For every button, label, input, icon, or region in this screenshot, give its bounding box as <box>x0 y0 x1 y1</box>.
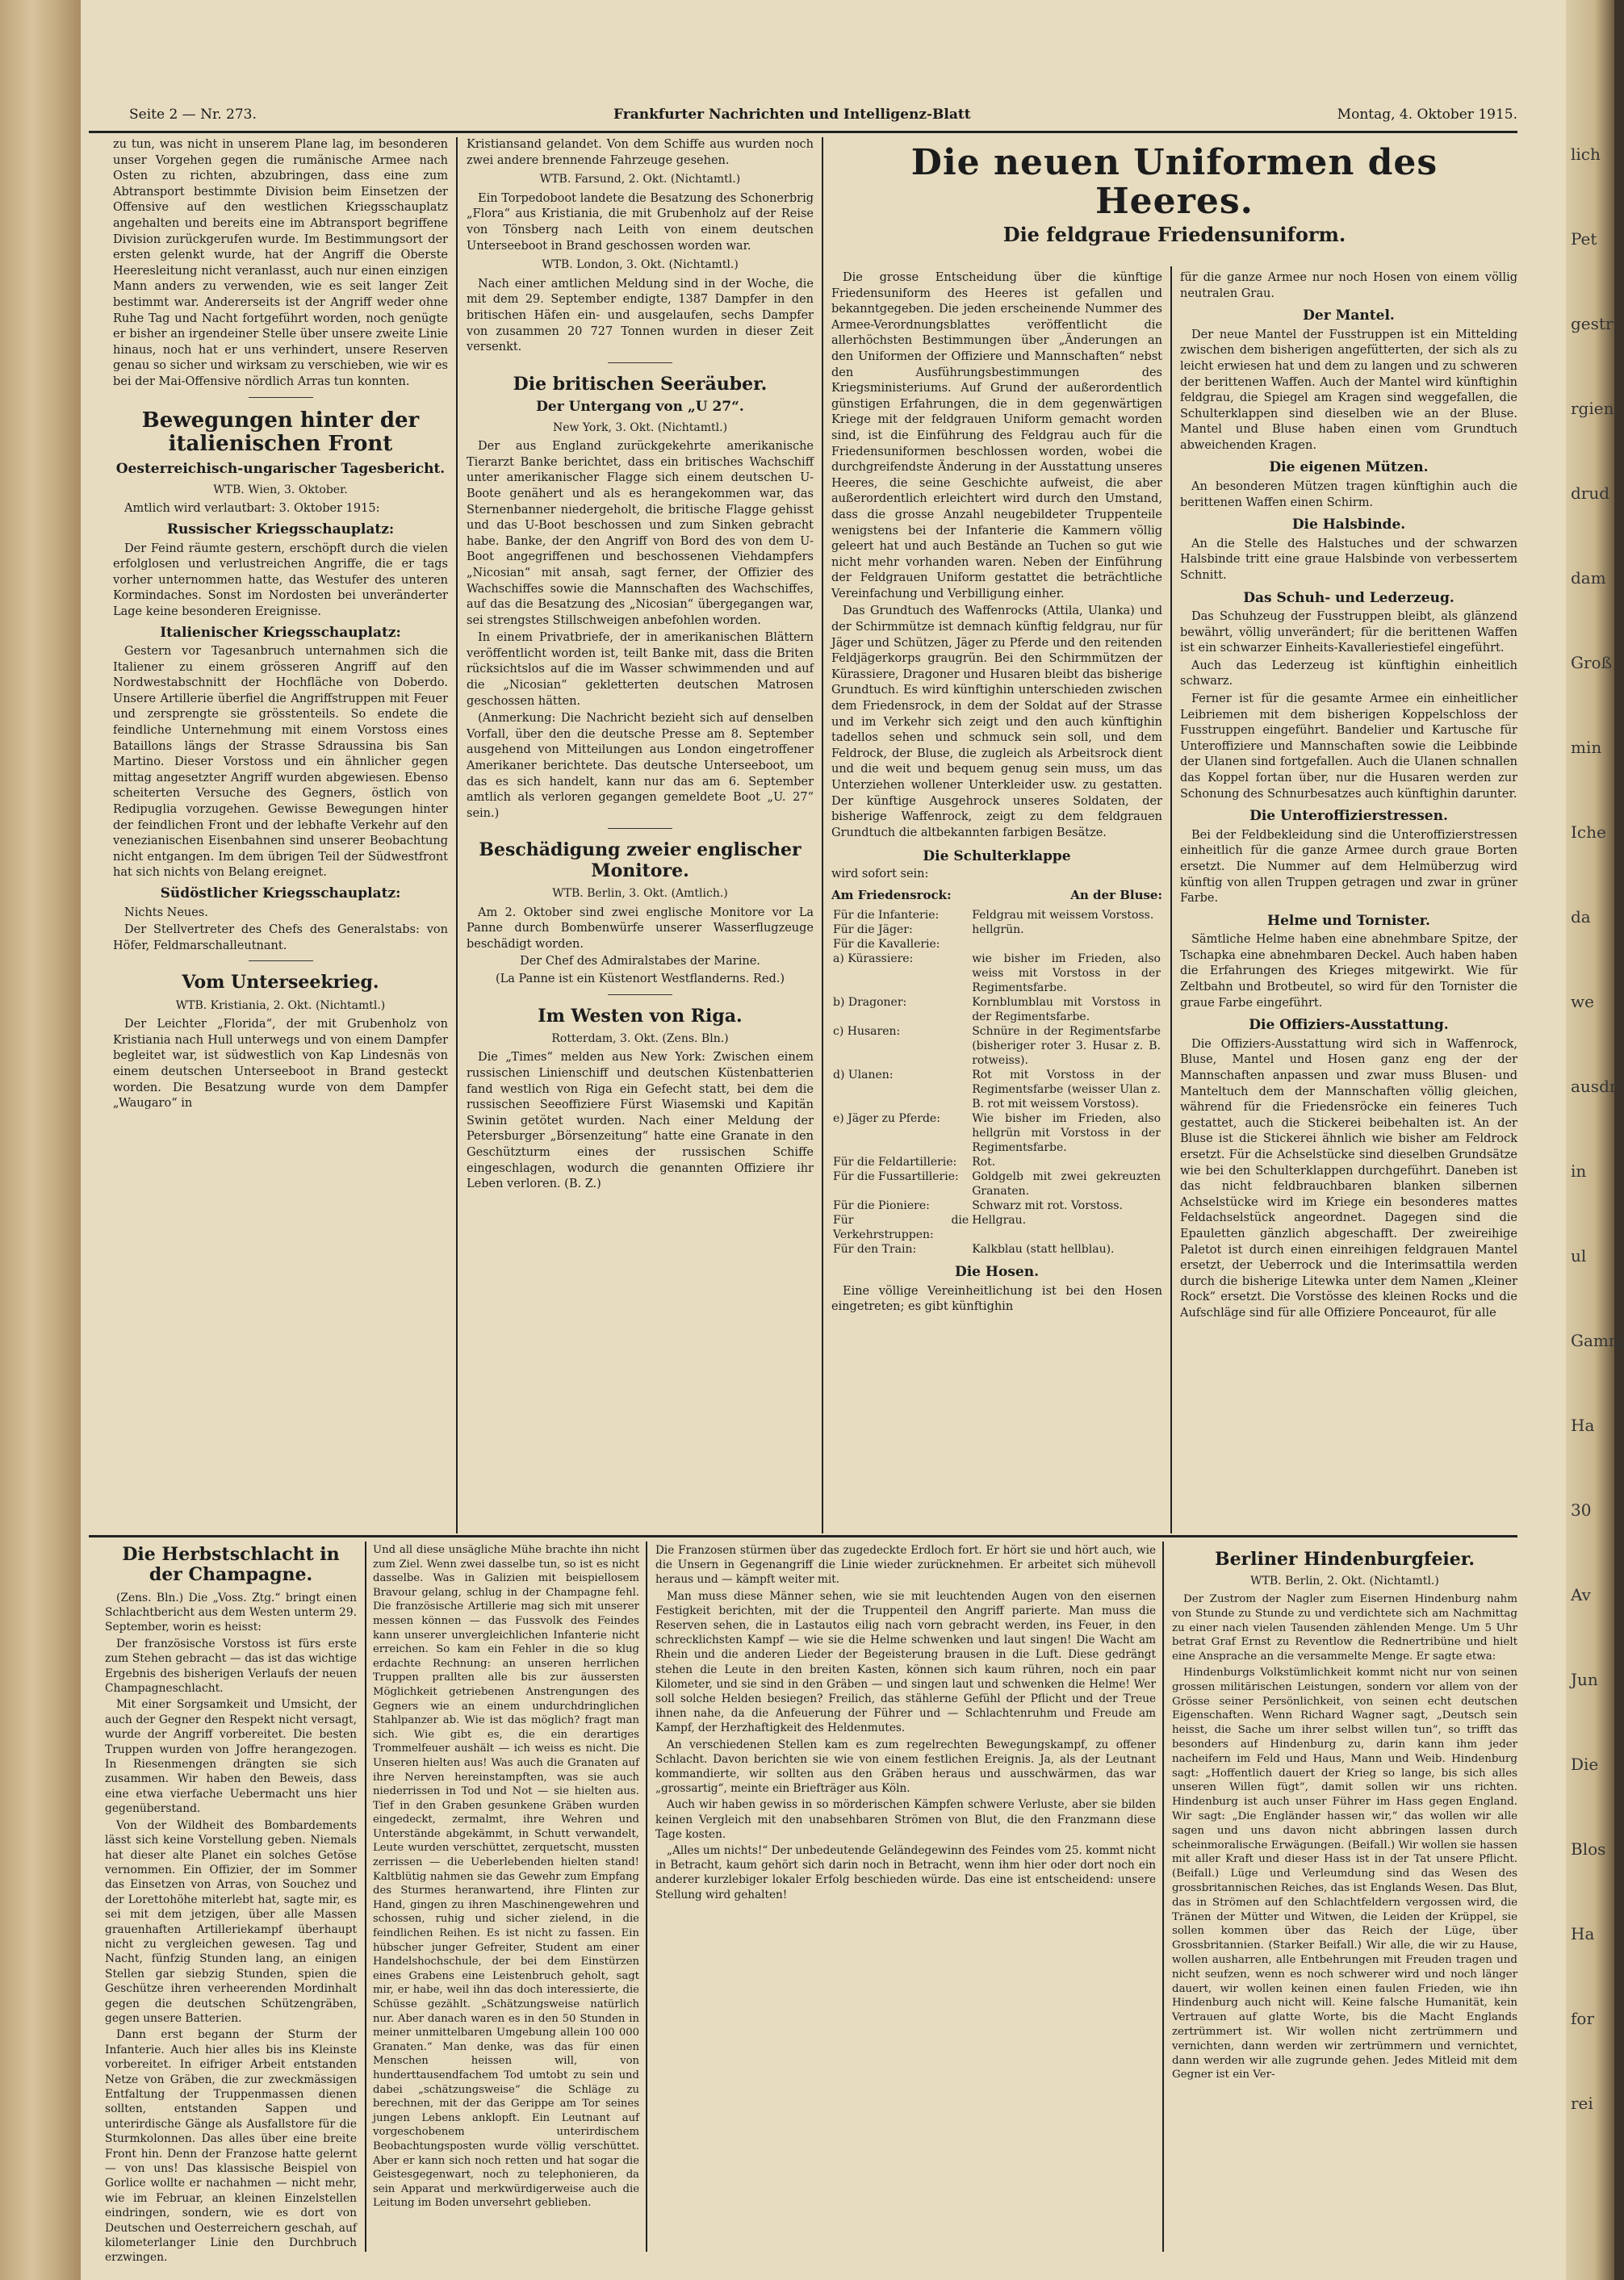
article-text: Gestern vor Tagesanbruch unternahmen sich die Italiener zu einem grösseren Angriff auf den Nordwestabschnitt der Hochfläche von Doberdo. Unsere Artillerie überfiel die Angriffstruppen mit Feuer und zersprengte sie grösstenteils. So endete die feindliche Unternehmung mit einem Vorstoss eines Bataillons längs der Strasse Sdraussina bis San Martino. Dieser Vorstoss und ein ähnlicher gegen mittag angesetzter Angriff wurden abgewiesen. Ebenso scheiterten Versuche des Gegners, östlich von Redipuglia vorzugehen. Gewisse Bewegungen hinter der feindlichen Front und der lebhafte Verkehr auf den venezianischen Eisenbahnen sind unserer Beobachtung nicht entgangen. Im dem übrigen Teil der Südwestfront hat sich nichts von Belang ereignet. <box>113 645 448 880</box>
section-heading: Die Halsbinde. <box>1291 517 1406 533</box>
rank-label: Für die Fussartillerie: <box>833 1170 959 1184</box>
column-rule <box>1170 266 1172 1533</box>
rank-value: Feldgrau mit weissem Vorstoss. <box>972 909 1154 922</box>
rank-value: Hellgrau. <box>972 1214 1027 1228</box>
column-rule <box>365 1542 366 2252</box>
section-heading: Südöstlicher Kriegsschauplatz: <box>160 885 401 902</box>
edge-fragment: Ha <box>1571 1416 1595 1435</box>
article-text: Die Offiziers-Ausstattung wird sich in Waffenrock, Bluse, Mantel und Hosen ganz eng der der Mannschaften anpassen und zwar muss Blusen- und Manteltuch dem der Mannschaften völlig gleichen, während für die Friedensröcke ein feineres Tuch gestattet, auch die Stickerei beibehalten ist. An der Bluse ist die Stickerei ähnlich wie bisher am Feldrock ersetzt. Für die Achselstücke sind dieselben Grundsätze wie bei den Schulterklappen durchgeführt. Daneben ist das nicht feldbrauchbaren blanken silbernen Achselstücke wird im Kriege ein besonderes mattes Feldachselstück angeordnet. Dagegen sind die Epauletten gänzlich abgeschafft. Der zweireihige Paletot ist durch einen einreihigen feldgrauen Mantel ersetzt, der Ueberrock und die Interimsattila werden durch die bisherige Litewka unter dem Namen „Kleiner Rock“ ersetzt. Die Vorstösse des kleinen Rocks und die Aufschläge sind für alle Offiziere Ponceaurot, für alle <box>1180 1037 1517 1320</box>
article-text: Sämtliche Helme haben eine abnehmbare Spitze, der Tschapka eine abnehmbaren Deckel. Auch haben haben die Erfahrungen des Krieges mitgewirkt. Wie für Zeltbahn und Brotbeutel, so wird für den Tornister die graue Farbe eingeführt. <box>1180 933 1517 1010</box>
edge-fragment: drud <box>1571 483 1610 503</box>
rank-value: Schnüre in der Regimentsfarbe (bisheriger roter 3. Husar z. B. rotweiss). <box>972 1025 1161 1068</box>
article-text: Das Schuhzeug der Fusstruppen bleibt, als glänzend bewährt, völlig unverändert; für die berittenen Waffen ist ein schwarzer Einheits-Kavalleriestiefel eingeführt. <box>1180 610 1517 655</box>
divider <box>249 397 313 398</box>
article-text: Der aus England zurückgekehrte amerikanische Tierarzt Banke berichtet, dass ein britisches Wachschiff unter amerikanischer Flagge sich einem deutschen U-Boote genähert und als es herangekommen war, das Sternenbanner niedergeholt, die britische Flagge gehisst und das U-Boot beschossen und zum Sinken gebracht habe. Banke, der den Angriff von Bord des von dem U-Boot angegriffenen und beschossenen Viehdampfers „Nicosian“ mit ansah, sagt ferner, der Offizier des Wachschiffes sowie die Mannschaften des Wachschiffes, auf das die Besatzung des „Nicosian“ übergegangen war, sei strengstes Stillschweigen anbefohlen worden. <box>467 440 814 627</box>
issue-date: Montag, 4. Oktober 1915. <box>1337 107 1517 123</box>
edge-fragment: Av <box>1571 1585 1591 1604</box>
table-row <box>831 1155 1162 1169</box>
section-heading: Die Unteroffizierstressen. <box>1249 808 1448 825</box>
subheadline: Die feldgraue Friedensuniform. <box>1002 222 1346 246</box>
table-row <box>831 1024 1162 1068</box>
rank-value: Schwarz mit rot. Vorstoss. <box>972 1199 1123 1213</box>
rank-value: hellgrün. <box>972 923 1024 937</box>
article-text: (Anmerkung: Die Nachricht bezieht sich auf denselben Vorfall, über den die deutsche Presse am 8. September ausgehend von Mitteilungen aus London eingetroffener Amerikaner berichtete. Das deutsche Unterseeboot, um das es sich handelt, kann nur das am 6. September amtlich als verloren gegangen gemeldete Boot „U. 27“ sein.) <box>467 712 814 820</box>
article-text: Und all diese unsägliche Mühe brachte ihn nicht zum Ziel. Wenn zwei dasselbe tun, so ist es nicht dasselbe. Was in Galizien mit beispiellosem Bravour gelang, schlug in der Champagne fehl. Die französische Artillerie mag sich mit unserer messen können — das Fussvolk des Feindes kann unserer unvergleichlichen Infanterie nicht erreichen. So kam ein Fehler in die so klug erdachte Rechnung: an unseren herrlichen Truppen prallten alle bis zur äussersten Möglichkeit getriebenen Anstrengungen des Gegners wie an einem undurchdringlichen Stahlpanzer ab. Wie ist das möglich? fragt man sich. Wie gibt es, die ein derartiges Trommelfeuer aushält — ich weiss es nicht. Die Unseren hielten aus! Was auch die Granaten auf ihre Nerven hereinstampften, was sie auch niederrissen in Tod und Not — sie hielten aus. Tief in den Graben gesunkene Gräben wurden eingedeckt, zermalmt, ihre Wehren und Unterstände abgekämmt, in Schutt verwandelt, Leute wurden verschüttet, zerquetscht, mussten zerrissen — die Ueberlebenden hielten stand! Kaltblütig nahmen sie das Gewehr zum Empfang des Sturmes heranwartend, ihre Flinten zur Hand, gingen zu ihren Maschinengewehren und schossen, ruhig und sicher zielend, in die feindlichen Reihen. Es ist nicht zu fassen. Ein hübscher junger Gefreiter, Student am einer Handelshochschule, der bei dem Einstürzen eines Grabens eine Leistenbruch geholt, sagt mir, er habe, weil ihn das doch interessierte, die Schüsse gezählt. „Schätzungsweise natürlich nur. Aber danach waren es in den 50 Stunden in meiner unmittelbaren Umgebung allein 100 000 Granaten.“ Man denke, was das für einen Menschen heissen will, von hunderttausendfachem Tod umtobt zu sein und dabei „schätzungsweise“ die Schläge zu berechnen, mit der das Gerippe am Tor seines jungen Lebens anklopft. Ein Leutnant auf vorgeschobenem unterirdischem Beobachtungsposten wurde völlig verschüttet. Aber er kann sich noch retten und hat sogar die Geistesgegenwart, noch zu telephonieren, da sein Apparat und merkwürdigerweise auch die Leitung im Boden unversehrt geblieben. <box>373 1544 639 2210</box>
section-heading: Das Schuh- und Lederzeug. <box>1243 589 1454 606</box>
signature: Der Stellvertreter des Chefs des Generalstabs: von Höfer, Feldmarschalleutnant. <box>113 923 448 952</box>
headline-british-pirates: Die britischen Seeräuber. <box>513 373 768 395</box>
header-rule <box>89 131 1517 133</box>
article-text: An besonderen Mützen tragen künftighin auch die berittenen Waffen einen Schirm. <box>1180 480 1517 509</box>
article-text: An verschiedenen Stellen kam es zum regelrechten Bewegungskampf, zu offener Schlacht. Davon berichten sie wie von einem festlichen Ereignis. Ja, als der Leutnant kommandierte, wir sollten aus den Gräben heraus und ausschwärmen, das war „grossartig“, meinte ein Briefträger aus Köln. <box>655 1738 1156 1796</box>
edge-fragment: gestr <box>1571 314 1614 333</box>
rank-label: c) Husaren: <box>833 1025 901 1039</box>
next-page-edge <box>1566 0 1624 2280</box>
article-text: Ferner ist für die gesamte Armee ein einheitlicher Leibriemen mit dem bisherigen Koppelschloss der Fusstruppen eingeführt. Bandelier und Kartusche für Unteroffiziere und Mannschaften sowie die Leibbinde der Ulanen sind fortgefallen. Auch die Ulanen schnallen das Koppel fortan über, nur die Husaren werden zur Schonung des Schnurbesatzes auch künftighin darunter. <box>1180 692 1517 801</box>
rank-value: Wie bisher im Frieden, also hellgrün mit Vorstoss in der Regimentsfarbe. <box>972 1112 1161 1155</box>
rank-value: Kornblumblau mit Vorstoss in der Regimentsfarbe. <box>972 996 1161 1024</box>
rank-label: Für den Train: <box>833 1243 917 1257</box>
rank-value: wie bisher im Frieden, also weiss mit Vorstoss in der Regimentsfarbe. <box>972 952 1161 995</box>
editor-note: (La Panne ist ein Küstenort Westflanderns. Red.) <box>495 972 785 985</box>
article-text: In einem Privatbriefe, der in amerikanischen Blättern veröffentlicht worden ist, teilt Banke mit, dass die Briten rücksichtslos auf die im Wasser schwimmenden und auf die „Nicosian“ gekletterten deutschen Matrosen geschossen hätten. <box>467 631 814 708</box>
rank-value: Rot mit Vorstoss in der Regimentsfarbe (weisser Ulan z. B. rot mit weissem Vorstoss). <box>972 1069 1161 1111</box>
edge-fragment: lich <box>1571 144 1601 164</box>
dateline: New York, 3. Okt. (Nichtamtl.) <box>552 420 728 434</box>
section-heading: Russischer Kriegsschauplatz: <box>166 521 395 538</box>
article-text: Die Franzosen stürmen über das zugedeckte Erdloch fort. Er hört sie und hört auch, wie die Unsern in Gegenangriff die Linie wieder zurücknehmen. Er arbeitet sich mühevoll heraus und — kämpft weiter mit. <box>655 1544 1156 1587</box>
page-issue: Seite 2 — Nr. 273. <box>129 107 257 123</box>
rank-label: Für die Feldartillerie: <box>833 1156 957 1169</box>
headline-new-uniforms: Die neuen Uniformen des Heeres. <box>910 142 1438 223</box>
subheadline: Der Untergang von „U 27“. <box>536 399 744 416</box>
edge-fragment: ausdri <box>1571 1077 1622 1096</box>
column-rule <box>1162 1542 1164 2252</box>
section-rule <box>89 1535 1517 1537</box>
headline-champagne: Die Herbstschlacht in der Champagne. <box>122 1544 340 1586</box>
dateline: WTB. Berlin, 3. Okt. (Amtlich.) <box>552 887 728 900</box>
edge-fragment: Jun <box>1571 1670 1598 1689</box>
rank-label: b) Dragoner: <box>833 996 907 1010</box>
uniform-masthead-block <box>831 144 1517 252</box>
signature: Der Chef des Admiralstabes der Marine. <box>520 955 760 968</box>
edge-fragment: for <box>1571 2009 1595 2028</box>
table-row <box>831 1213 1162 1242</box>
divider <box>608 828 672 829</box>
column-2 <box>467 137 814 1194</box>
rank-label: e) Jäger zu Pferde: <box>833 1112 940 1126</box>
article-text: (Zens. Bln.) Die „Voss. Ztg.“ bringt einen Schlachtbericht aus dem Westen unterm 29. September, worin es heisst: <box>105 1591 357 1634</box>
column-3 <box>831 270 1162 1317</box>
column-1 <box>113 137 448 1114</box>
article-text: Das Grundtuch des Waffenrocks (Attila, Ulanka) und der Schirmmütze ist demnach künftig feldgrau, nur für Jäger und Schützen, Jäger zu Pferde und den reitenden Feldjägerkorps graugrün. Bei den Schirmmützen der Kürassiere, Dragoner und Husaren bleibt das bisherige Grundtuch. Es wird künftighin unterschieden zwischen dem Friedensrock, in dem der Soldat auf der Strasse und im Verkehr sich zeigt und den auch künftighin tadellos sehen und schmuck sein soll, und dem Feldrock, der Bluse, die zugleich als Arbeitsrock dient und die weit und bequem genug sein muss, um das Unterziehen wollener Unterkleider usw. zu gestatten. Der künftige Ausgehrock unseres Soldaten, der bisherige Waffenrock, zeigt zu dem feldgrauen Grundtuch die altbekannten farbigen Besätze. <box>831 605 1162 839</box>
rank-label: Für die Kavallerie: <box>833 938 940 952</box>
article-text: Der Feind räumte gestern, erschöpft durch die vielen erfolglosen und verlustreichen Angriffe, die er tags vorher unternommen hatte, das Westufer des unteren Kormindaches. Sonst im Nordosten bei unveränderter Lage keine besonderen Ereignisse. <box>113 542 448 618</box>
rank-value: Goldgelb mit zwei gekreuzten Granaten. <box>972 1170 1161 1199</box>
newspaper-title: Frankfurter Nachrichten und Intelligenz-Blatt <box>613 107 971 123</box>
article-text: Man muss diese Männer sehen, wie sie mit leuchtenden Augen von den eisernen Festigkeit berichten, mit der die Truppenteil den Angriff parierte. Man muss die Reserven sehen, die in Lastautos eilig nach vorn gebracht werden, ins Feuer, in den schrecklichsten Kampf — wie sie die Helme schwenken und laut singen! Die Wacht am Rhein und die anderen Lieder der Begeisterung brausen in die Luft. Diese gedrängt stehen die Leute in den breiten Kasten, können sich kaum rühren, noch ein paar Kilometer, und sie sind in den Gräben — und singen laut und schwenken die Helme! Wer soll solche Helden besiegen? Freilich, das stählerne Gefühl der Pflicht und der Treue ihnen nahe, da die Anfeuerung der Führer und — Schlachtenruhm und Freude am Kampf, der Herzhaftigkeit des Heldenmutes. <box>655 1589 1156 1735</box>
edge-fragment: Pet <box>1571 229 1597 249</box>
column-rule <box>456 137 458 1533</box>
table-row <box>831 1111 1162 1155</box>
table-row <box>831 908 1162 922</box>
rank-label: Für die Infanterie: <box>833 909 940 922</box>
article-text: wird sofort sein: <box>831 867 929 881</box>
headline-monitors: Beschädigung zweier englischer Monitore. <box>479 839 802 881</box>
article-text: Nach einer amtlichen Meldung sind in der Woche, die mit dem 29. September endigte, 1387 Dampfer in den britischen Häfen ein- und ausgelaufen, sechs Dampfer von zusammen 20 727 Tonnen wurden in dieser Zeit versenkt. <box>467 277 814 354</box>
dateline: WTB. Wien, 3. Oktober. <box>213 483 348 496</box>
section-heading: Die Schulterklappe <box>923 848 1071 865</box>
section-heading: Die Offiziers-Ausstattung. <box>1249 1017 1449 1034</box>
dateline: WTB. Farsund, 2. Okt. (Nichtamtl.) <box>539 173 741 186</box>
bottom-column-4 <box>1172 1543 1517 2084</box>
article-text: für die ganze Armee nur noch Hosen von einem völlig neutralen Grau. <box>1180 271 1517 300</box>
section-heading: Helme und Tornister. <box>1267 912 1430 929</box>
column-4 <box>1180 270 1517 1323</box>
edge-fragment: da <box>1571 907 1591 927</box>
edge-fragment: Die <box>1571 1755 1599 1774</box>
article-text: Auch das Lederzeug ist künftighin einheitlich schwarz. <box>1180 659 1517 688</box>
article-text: Mit einer Sorgsamkeit und Umsicht, der auch der Gegner den Respekt nicht versagt, wurde der Angriff vorbereitet. Die besten Truppen wurden von Joffre herangezogen. In Riesenmengen drängten sie sich zusammen. Wir haben den Beweis, dass eine etwa vierfache Uebermacht uns hier gegenüberstand. <box>105 1698 357 1816</box>
bottom-column-3 <box>655 1543 1156 1904</box>
article-text: Ein Torpedoboot landete die Besatzung des Schonerbrig „Flora“ aus Kristiania, die mit Grubenholz auf der Reise von Tönsberg nach Leith von einem deutschen Unterseeboot in Brand geschossen worden war. <box>467 191 814 253</box>
article-text: Am 2. Oktober sind zwei englische Monitore vor La Panne durch Bombenwürfe unserer Wasserflugzeuge beschädigt worden. <box>467 906 814 951</box>
section-heading: Der Mantel. <box>1303 307 1395 324</box>
article-text: Der französische Vorstoss ist fürs erste zum Stehen gebracht — das ist das wichtige Ergebnis des bisherigen Verlaufs der neuen Champagneschlacht. <box>105 1637 357 1696</box>
table-row <box>831 1068 1162 1111</box>
edge-fragment: 30 <box>1571 1500 1592 1520</box>
article-text: Nichts Neues. <box>124 906 208 919</box>
rank-value: Rot. <box>972 1156 996 1169</box>
divider <box>249 960 313 961</box>
edge-fragment: Groß <box>1571 653 1612 672</box>
divider <box>608 362 672 363</box>
rank-value: Kalkblau (statt hellblau). <box>972 1243 1115 1257</box>
article-text: Amtlich wird verlautbart: 3. Oktober 1915: <box>124 502 380 516</box>
shoulder-strap-table <box>831 908 1162 1257</box>
dateline: WTB. Berlin, 2. Okt. (Nichtamtl.) <box>1250 1575 1439 1588</box>
article-text: Der Zustrom der Nagler zum Eisernen Hindenburg nahm von Stunde zu Stunde zu und verdichtete sich am Nachmittag zu einer nach vielen Tausenden zählenden Menge. Um 5 Uhr betrat Graf Ernst zu Reventlow die Rednertribüne und hielt eine Ansprache an die versammelte Menge. Er sagte etwa: <box>1172 1593 1517 1663</box>
edge-fragment: Ha <box>1571 1924 1595 1943</box>
article-text: An die Stelle des Halstuches und der schwarzen Halsbinde tritt eine graue Halsbinde von verbessertem Schnitt. <box>1180 537 1517 582</box>
table-row <box>831 952 1162 995</box>
article-text: Von der Wildheit des Bombardements lässt sich keine Vorstellung geben. Niemals hat dieser alte Planet ein solches Getöse vernommen. Ein Offizier, der im Sommer das Einsetzen von Arras, von Souchez und der Lorettohöhe miterlebt hat, sagte mir, es sei mit dem jetzigen, über alle Massen grauenhaften Artilleriekampf überhaupt nicht zu vergleichen gewesen. Tag und Nacht, fünfzig Stunden lang, an einigen Stellen gar siebzig Stunden, spien die Geschütze ihren verheerenden Mordinhalt gegen die deutschen Schützengräben, gegen unsere Batterien. <box>105 1818 357 2025</box>
edge-fragment: we <box>1571 992 1594 1011</box>
book-binding <box>0 0 81 2280</box>
column-header: An der Bluse: <box>1070 887 1162 902</box>
page-header <box>89 107 1517 134</box>
rank-value <box>970 937 1162 952</box>
table-row <box>831 1169 1162 1199</box>
edge-fragment: min <box>1571 738 1602 757</box>
rank-label: Für die Pioniere: <box>833 1199 930 1213</box>
section-heading: Die eigenen Mützen. <box>1269 459 1429 476</box>
section-heading: Die Hosen. <box>954 1264 1039 1281</box>
article-text: „Alles um nichts!“ Der unbedeutende Geländegewinn des Feindes vom 25. kommt nicht in Betracht, kaum gehört sich darin noch in Betracht, wenn ihm hier oder dort noch ein anderer kurzlebiger lokaler Erfolg beschieden würde. Das eine ist entscheidend: unsere Stellung wird gehalten! <box>655 1844 1156 1901</box>
table-row <box>831 995 1162 1024</box>
table-row <box>831 922 1162 937</box>
article-text: Eine völlige Vereinheitlichung ist bei den Hosen eingetreten; es gibt künftighin <box>831 1284 1162 1314</box>
table-header <box>831 888 1162 904</box>
article-text: Dann erst begann der Sturm der Infanterie. Auch hier alles bis ins Kleinste vorbereitet. In eifriger Arbeit entstanden Netze von Gräben, die zur zweckmässigen Entfaltung der Truppenmassen dienen sollten, entstanden Sappen und unterirdische Gänge als Ausfallstore für die Sturmkolonnen. Das alles über eine breite Front hin. Denn der Franzose hatte gelernt — von uns! Das klassische Beispiel von Gorlice wollte er nachahmen — nicht mehr, wie im Februar, an kleinen Einzelstellen eindringen, sondern, wie es dort von Deutschen und Oesterreichern geschah, auf kilometerlanger Linie den Durchbruch erzwingen. <box>105 2028 357 2265</box>
article-text: zu tun, was nicht in unserem Plane lag, im besonderen unser Vorgehen gegen die rumänische Armee nach Osten zu richten, abzubringen, dass eine zum Abtransport bestimmte Division beim Einsetzen der Offensive auf den westlichen Kriegsschauplatz angehalten und bereits eine im Abtransport begriffene Division zurückgerufen wurde. Im Bestimmungsort der ersten gelenkt wurde, hat der Angriff die Oberste Heeresleitung nicht veranlasst, auch nur einen einzigen Mann anders zu verwenden, wie es seit langer Zeit bestimmt war. Andererseits ist der Angriff weder ohne Ruhe Tag und Nacht fortgeführt worden, noch genügte er bisher an irgendeiner Stelle über unsere zweite Linie hinaus, noch hat er uns verhindert, unsere Reserven genau so sicher und wirksam zu verschieben, wie wir es bei der Mai-Offensive nördlich Arras tun konnten. <box>113 138 448 388</box>
article-text: Bei der Feldbekleidung sind die Unteroffizierstressen einheitlich für die ganze Armee durch graue Borten ersetzt. Die Nummer auf dem Helmüberzug wird künftig von allen Truppen getragen und zwar in grüner Farbe. <box>1180 828 1517 906</box>
rank-label: d) Ulanen: <box>833 1069 894 1082</box>
bottom-column-1 <box>105 1542 357 2267</box>
headline-u-boat-war: Vom Unterseekrieg. <box>182 972 379 994</box>
table-row <box>831 1242 1162 1257</box>
article-text: Die grosse Entscheidung über die künftige Friedensuniform des Heeres ist gefallen und bekanntgegeben. Die jeden erscheinende Nummer des Armee-Verordnungsblattes veröffentlicht die allerhöchsten Bestimmungen über „Änderungen an den Uniformen der Offiziere und Mannschaften“ nebst den Ausführungsbestimmungen des Kriegsministeriums. Auf Grund der außerordentlich günstigen Erfahrungen, die in dem gegenwärtigen Kriege mit der feldgrauen Uniform gemacht worden sind, ist die Einführung des Feldgrau auch für die Friedensuniformen beschlossen worden, wobei die durchgreifendste Änderung in der Ausstattung unseres Heeres, die seine Geschichte aufweist, die aber außerordentlich erleichtert wird durch den Umstand, dass die grosse Anzahl neugebildeter Truppenteile wenigstens bei der Infanterie die Kammern völlig geleert hat und auch Bestände an Tuchen so gut wie nicht mehr vorhanden waren. Neben der Einführung der Feldgrauen Uniform gestattet die beträchtliche Vereinfachung und Verbilligung einher. <box>831 271 1162 600</box>
column-rule <box>646 1542 647 2252</box>
column-rule <box>822 137 823 1533</box>
dateline: Rotterdam, 3. Okt. (Zens. Bln.) <box>551 1031 729 1045</box>
table-row <box>831 937 1162 952</box>
edge-fragment: Blos <box>1571 1839 1606 1859</box>
edge-fragment: rei <box>1571 2094 1593 2113</box>
edge-fragment: Iche <box>1571 822 1606 842</box>
rank-label: a) Kürassiere: <box>833 952 914 966</box>
bottom-column-2 <box>373 1543 639 2212</box>
edge-fragment: Gamm <box>1571 1331 1624 1350</box>
article-text: Der neue Mantel der Fusstruppen ist ein Mittelding zwischen dem bisherigen angefütterten, der sich als zu leicht erwiesen hat und dem zu langen und zu schweren der berittenen Waffen. Auch der Mantel wird künftighin feldgrau, die Spiegel am Kragen sind weggefallen, die Schulterklappen sind dieselben wie an der Bluse. Mantel und Bluse haben einen vom Grundtuch abweichenden Kragen. <box>1180 328 1517 452</box>
rank-label: Für die Jäger: <box>833 923 913 937</box>
article-text: Hindenburgs Volkstümlichkeit kommt nicht nur von seinen grossen militärischen Leistungen, sondern vor allem von der Grösse seiner Persönlichkeit, von seinen echt deutschen Eigenschaften. Wenn Richard Wagner sagt, „Deutsch sein heisst, die Sache um ihrer selbst willen tun“, so trifft das besonders auf Hindenburg zu, darin kann ihm jeder nacheifern im Feld und Haus, Mann und Weib. Hindenburg sagt: „Hoffentlich dauert der Krieg so lange, bis sich alles unseren Willen fügt“, damit sollen wir uns richten. Hindenburg ist auch unser Führer im Hass gegen England. Wir sagt: „Die Engländer hassen wir,“ das wollen wir alle sagen und uns davon nicht abbringen lassen durch scheinmoralische Erwägungen. (Beifall.) Wir wollen sie hassen mit aller Kraft und dieser Hass ist in der Tat unsere Pflicht. (Beifall.) Lüge und Verleumdung sind das Wesen des grossbritannischen Reiches, das ist Englands Wesen. Das Blut, das in Strömen auf den Schlachtfeldern vergossen wird, die Tränen der Mütter und Witwen, die Leiden der Krüppel, sie sollen kommen über das Reich der Lüge, über Grossbritannien. (Starker Beifall.) Wir alle, die wir zu Hause, wollen ausharren, alle Entbehrungen mit Freuden tragen und nicht seufzen, wenn es noch schwerer wird und noch länger dauert, wir wollen keinen einen faulen Frieden, wie ihn Hindenburg auch nicht will. Keine falsche Humanität, kein Vertrauen auf glatte Worte, bis die Macht Englands zertrümmert ist. Wir wollen nicht zertrümmern und vernichten, dann werden wir zertrümmern und vernichtet, dann werden wir alle zugrunde gehen. Jedes Mitleid mit dem Gegner ist ein Ver- <box>1172 1667 1517 2081</box>
article-text: Kristiansand gelandet. Von dem Schiffe aus wurden noch zwei andere brennende Fahrzeuge gesehen. <box>467 138 814 167</box>
edge-fragment: rgien <box>1571 399 1614 418</box>
headline-riga: Im Westen von Riga. <box>538 1005 743 1027</box>
subheadline: Oesterreichisch-ungarischer Tagesbericht. <box>115 461 446 478</box>
divider <box>608 994 672 995</box>
headline-italian-front: Bewegungen hinter der italienischen Front <box>141 408 420 457</box>
rank-label: Für die Verkehrstruppen: <box>833 1214 969 1242</box>
edge-fragment: ul <box>1571 1246 1587 1266</box>
article-text: Auch wir haben gewiss in so mörderischen Kämpfen schwere Verluste, aber sie bilden keinen Vergleich mit den unabsehbaren Strömen von Blut, die den Franzmann diese Tage kosten. <box>655 1798 1156 1841</box>
section-heading: Italienischer Kriegsschauplatz: <box>160 624 401 641</box>
headline-hindenburg: Berliner Hindenburgfeier. <box>1214 1549 1475 1570</box>
article-text: Der Leichter „Florida“, der mit Grubenholz von Kristiania nach Hull unterwegs und von einem Dampfer begleitet war, ist südwestlich von Kap Lindesnäs von einem deutschen Unterseeboot in Brand gesteckt worden. Die Besatzung wurde von dem Dampfer „Waugaro“ in <box>113 1018 448 1111</box>
column-header: Am Friedensrock: <box>831 887 952 902</box>
article-text: Die „Times“ melden aus New York: Zwischen einem russischen Linienschiff und deutschen Küstenbatterien fand westlich von Riga ein Gefecht statt, bei dem die russischen Seeoffiziere Fürst Wiasemski und Kapitän Swinin getötet wurden. Nach einer Meldung der Petersburger „Börsenzeitung“ hatte eine Granate in den Geschützturm eines der russischen Schiffe eingeschlagen, wodurch die genannten Offiziere ihr Leben verloren. (B. Z.) <box>467 1051 814 1191</box>
dateline: WTB. London, 3. Okt. (Nichtamtl.) <box>542 258 739 272</box>
dateline: WTB. Kristiania, 2. Okt. (Nichtamtl.) <box>175 998 386 1012</box>
table-row <box>831 1199 1162 1213</box>
edge-fragment: dam <box>1571 568 1606 588</box>
edge-fragment: in <box>1571 1161 1587 1181</box>
